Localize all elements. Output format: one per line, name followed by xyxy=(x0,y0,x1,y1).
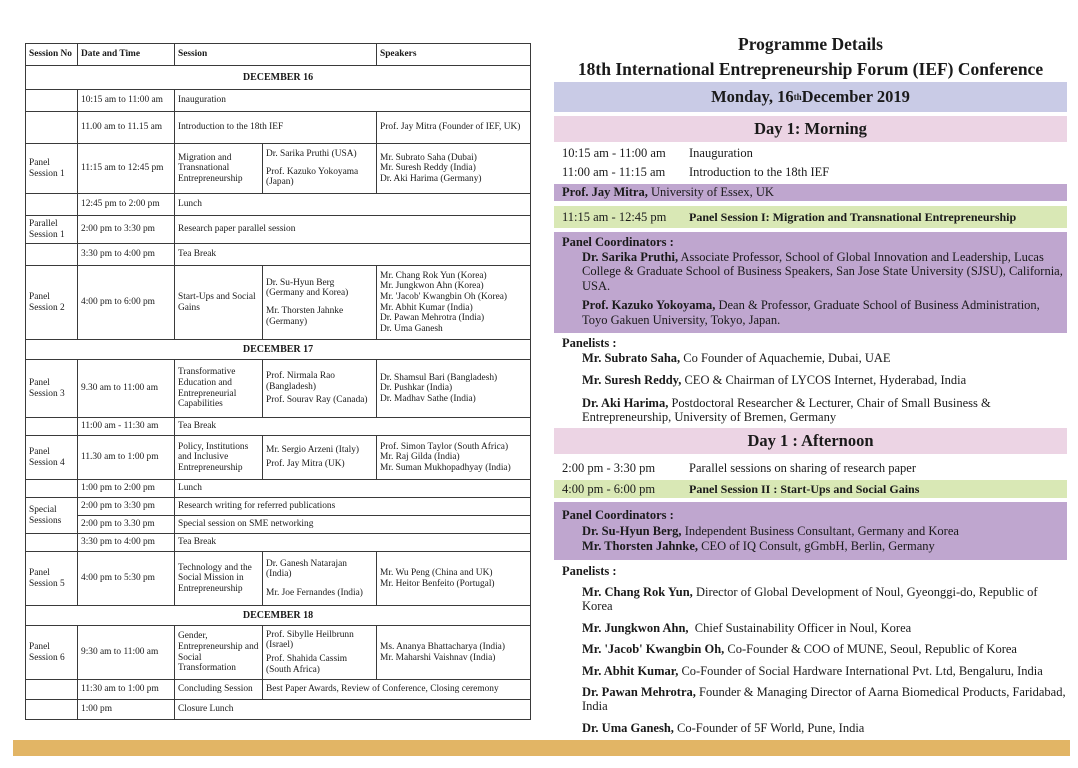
table-row xyxy=(26,552,531,606)
row-session: Policy, Institutions and Inclusive Entrepreneurship xyxy=(175,436,263,480)
row-session-no: Parallel Session 1 xyxy=(26,216,78,244)
day-heading-dec18: DECEMBER 18 xyxy=(26,606,531,626)
page-title: Programme Details xyxy=(738,34,883,54)
table-row xyxy=(26,480,531,498)
host-affiliation: University of Essex, UK xyxy=(647,185,774,200)
table-row xyxy=(26,112,531,144)
item-text: Introduction to the 18th IEF xyxy=(689,164,830,179)
row-time: 2:00 pm to 3:30 pm xyxy=(78,216,175,244)
panelist-desc: Director of Global Development of Noul, Gyeonggi-do, Republic of Korea xyxy=(582,585,1041,614)
coordinator-name: Dr. Sarika Pruthi, xyxy=(582,250,679,264)
morning-panelists xyxy=(554,336,1067,425)
morning-heading: Day 1: Morning xyxy=(554,116,1067,142)
panelist-entry xyxy=(554,351,1067,365)
speaker-name: Mr. Suresh Reddy (India) xyxy=(380,163,476,174)
row-session-no: Panel Session 1 xyxy=(26,144,78,194)
table-row xyxy=(26,498,531,516)
row-session: Introduction to the 18th IEF xyxy=(175,112,377,144)
row-time: 1:00 pm to 2:00 pm xyxy=(78,480,175,498)
panelist-entry xyxy=(554,664,1067,678)
panelists-label: Panelists : xyxy=(562,564,617,578)
row-session: Inauguration xyxy=(175,90,531,112)
chair-name: Dr. Ganesh Natarajan (India) xyxy=(266,558,347,580)
row-chairs xyxy=(263,552,377,606)
row-time: 11.00 am to 11.15 am xyxy=(78,112,175,144)
panel-title: Panel Session II : Start-Ups and Social Gains xyxy=(689,482,920,496)
schedule-table xyxy=(25,43,531,720)
panelist-entry xyxy=(554,721,1067,735)
panelist-name: Mr. Chang Rok Yun, xyxy=(582,585,693,599)
table-day-row xyxy=(26,66,531,90)
table-row xyxy=(26,436,531,480)
row-time: 11.30 am to 1:00 pm xyxy=(78,436,175,480)
day-heading-dec16: DECEMBER 16 xyxy=(26,66,531,90)
speaker-name: Dr. Pushkar (India) xyxy=(380,383,453,394)
row-time: 9:30 am to 11:00 am xyxy=(78,626,175,680)
panelist-desc: Co-Founder of Social Hardware International Pvt. Ltd, Bengaluru, India xyxy=(678,663,1043,678)
table-row xyxy=(26,680,531,700)
row-speakers xyxy=(377,552,531,606)
panelist-entry xyxy=(554,685,1067,714)
chair-name: Dr. Su-Hyun Berg (Germany and Korea) xyxy=(266,277,349,299)
table-row xyxy=(26,90,531,112)
date-text: Monday, 16 xyxy=(711,86,794,106)
coordinator-desc: Dean & Professor, Graduate School of Business Administration, Toyo Gakuen University, Tokyo, Japan. xyxy=(582,298,1040,327)
row-session-no: Panel Session 5 xyxy=(26,552,78,606)
speaker-name: Mr. Abhit Kumar (India) xyxy=(380,302,473,313)
panelist-desc: CEO & Chairman of LYCOS Internet, Hyderabad, India xyxy=(681,373,967,388)
row-session: Closure Lunch xyxy=(175,700,531,720)
row-time: 2:00 pm to 3.30 pm xyxy=(78,516,175,534)
row-time: 11:00 am - 11:30 am xyxy=(78,418,175,436)
speaker-name: Dr. Uma Ganesh xyxy=(380,323,443,334)
row-time: 3:30 pm to 4:00 pm xyxy=(78,244,175,266)
page-subtitle: 18th International Entrepreneurship Forum (IEF) Conference xyxy=(577,59,1044,79)
row-session: Research paper parallel session xyxy=(175,216,531,244)
coordinator-entry xyxy=(554,298,1067,327)
header-session: Session xyxy=(175,44,377,66)
coordinators-label: Panel Coordinators : xyxy=(562,508,674,522)
row-time: 11:15 am to 12:45 pm xyxy=(78,144,175,194)
panelist-entry xyxy=(554,621,1067,635)
speaker-name: Mr. Raj Gilda (India) xyxy=(380,452,460,463)
item-text: Inauguration xyxy=(689,145,753,160)
table-row xyxy=(26,418,531,436)
speaker-name: Mr. 'Jacob' Kwangbin Oh (Korea) xyxy=(380,291,508,302)
chair-name: Prof. Kazuko Yokoyama (Japan) xyxy=(266,166,359,188)
date-suffix: th xyxy=(793,91,802,102)
item-time: 2:00 pm - 3:30 pm xyxy=(562,461,656,476)
panelist-desc: Co-Founder of 5F World, Pune, India xyxy=(673,720,865,735)
host-line xyxy=(554,184,1067,201)
table-row xyxy=(26,534,531,552)
coordinator-entry xyxy=(554,250,1067,293)
chair-name: Prof. Shahida Cassim (South Africa) xyxy=(266,654,347,675)
row-session-no: Panel Session 3 xyxy=(26,360,78,418)
speaker-name: Dr. Aki Harima (Germany) xyxy=(380,173,482,184)
table-row xyxy=(26,266,531,340)
table-header-row xyxy=(26,44,531,66)
speaker-name: Mr. Subrato Saha (Dubai) xyxy=(380,152,477,163)
table-row xyxy=(26,700,531,720)
row-chairs xyxy=(263,360,377,418)
speaker-name: Mr. Wu Peng (China and UK) xyxy=(380,567,493,578)
row-speakers xyxy=(377,436,531,480)
chair-name: Prof. Sibylle Heilbrunn (Israel) xyxy=(266,629,354,651)
chair-name: Mr. Thorsten Jahnke (Germany) xyxy=(266,306,344,327)
speaker-name: Dr. Shamsul Bari (Bangladesh) xyxy=(380,372,498,383)
row-speakers xyxy=(377,144,531,194)
row-session-no: Special Sessions xyxy=(26,498,78,534)
panelist-desc: Chief Sustainability Officer in Noul, Korea xyxy=(688,620,912,635)
panel-time: 11:15 am - 12:45 pm xyxy=(562,209,667,224)
table-row xyxy=(26,244,531,266)
chair-name: Mr. Joe Fernandes (India) xyxy=(266,587,363,598)
panelist-name: Mr. Abhit Kumar, xyxy=(582,663,679,678)
row-chairs xyxy=(263,626,377,680)
morning-coordinators-box xyxy=(554,232,1067,333)
table-row xyxy=(26,626,531,680)
row-session: Transformative Education and Entrepreneurial Capabilities xyxy=(175,360,263,418)
date-text-rest: December 2019 xyxy=(801,86,910,106)
panelists-label: Panelists : xyxy=(562,336,617,350)
row-chairs xyxy=(263,266,377,340)
row-session: Technology and the Social Mission in Entrepreneurship xyxy=(175,552,263,606)
coordinators-label: Panel Coordinators : xyxy=(562,235,674,249)
row-time: 3:30 pm to 4:00 pm xyxy=(78,534,175,552)
afternoon-coordinators-box xyxy=(554,502,1067,560)
panelist-desc: Founder & Managing Director of Aarna Biomedical Products, Faridabad, India xyxy=(582,684,1066,714)
panelist-entry xyxy=(554,373,1067,387)
panelist-name: Mr. Subrato Saha, xyxy=(582,351,681,365)
row-session: Tea Break xyxy=(175,418,531,436)
row-chairs xyxy=(263,436,377,480)
row-session: Tea Break xyxy=(175,244,531,266)
panelist-name: Mr. Suresh Reddy, xyxy=(582,373,682,388)
speaker-name: Mr. Suman Mukhopadhyay (India) xyxy=(380,462,511,473)
row-session-no: Panel Session 2 xyxy=(26,266,78,340)
row-speakers xyxy=(377,626,531,680)
panelist-name: Mr. 'Jacob' Kwangbin Oh, xyxy=(582,642,725,657)
row-speakers xyxy=(377,266,531,340)
row-speakers xyxy=(377,360,531,418)
panelist-entry xyxy=(554,642,1067,656)
panel-title: Panel Session I: Migration and Transnational Entrepreneurship xyxy=(689,210,1017,224)
header-session-no: Session No xyxy=(26,44,78,66)
table-row xyxy=(26,216,531,244)
speaker-name: Mr. Heitor Benfeito (Portugal) xyxy=(380,578,495,589)
row-time: 12:45 pm to 2:00 pm xyxy=(78,194,175,216)
row-session: Migration and Transnational Entrepreneurship xyxy=(175,144,263,194)
speaker-name: Dr. Pawan Mehrotra (India) xyxy=(380,313,485,324)
chair-name: Dr. Sarika Pruthi (USA) xyxy=(266,149,357,160)
speaker-name: Ms. Ananya Bhattacharya (India) xyxy=(380,641,505,652)
row-session: Start-Ups and Social Gains xyxy=(175,266,263,340)
panelist-name: Dr. Uma Ganesh, xyxy=(582,720,674,735)
panelist-name: Mr. Jungkwon Ahn, xyxy=(582,620,689,635)
row-session: Lunch xyxy=(175,480,531,498)
coordinator-name: Dr. Su-Hyun Berg, xyxy=(582,524,682,538)
table-row xyxy=(26,194,531,216)
coordinator-name: Mr. Thorsten Jahnke, xyxy=(582,539,698,554)
row-speakers: Prof. Jay Mitra (Founder of IEF, UK) xyxy=(377,112,531,144)
afternoon-heading: Day 1 : Afternoon xyxy=(554,428,1067,454)
table-row xyxy=(26,516,531,534)
coordinator-desc: Independent Business Consultant, Germany and Korea xyxy=(681,524,959,538)
speaker-name: Mr. Maharshi Vaishnav (India) xyxy=(380,652,496,663)
coordinator-desc: CEO of IQ Consult, gGmbH, Berlin, Germany xyxy=(698,539,935,554)
panel-session-1-bar xyxy=(554,206,1067,228)
chair-name: Prof. Nirmala Rao (Bangladesh) xyxy=(266,371,335,392)
panel-time: 4:00 pm - 6:00 pm xyxy=(562,481,656,496)
host-name: Prof. Jay Mitra, xyxy=(562,185,648,200)
row-session: Research writing for referred publications xyxy=(175,498,531,516)
row-time: 9.30 am to 11:00 am xyxy=(78,360,175,418)
panelist-desc: Co Founder of Aquachemie, Dubai, UAE xyxy=(680,351,891,365)
coordinator-name: Prof. Kazuko Yokoyama, xyxy=(582,298,716,313)
footer-bar xyxy=(13,740,1070,756)
panel-session-2-bar xyxy=(554,480,1067,498)
speaker-name: Mr. Jungkwon Ahn (Korea) xyxy=(380,281,484,292)
row-session: Concluding Session xyxy=(175,680,263,700)
row-session-no: Panel Session 4 xyxy=(26,436,78,480)
schedule-item xyxy=(554,165,1067,179)
panelist-entry xyxy=(554,585,1067,614)
day-heading-dec17: DECEMBER 17 xyxy=(26,340,531,360)
row-time: 1:00 pm xyxy=(78,700,175,720)
speaker-name: Mr. Chang Rok Yun (Korea) xyxy=(380,270,487,281)
row-session-no: Panel Session 6 xyxy=(26,626,78,680)
chair-name: Prof. Jay Mitra (UK) xyxy=(266,459,345,469)
coordinator-desc: Associate Professor, School of Global Innovation and Leadership, Lucas College & Graduate School of Business Speakers, San Jose State University (SJSU), California, USA. xyxy=(582,250,1063,293)
row-time: 11:30 am to 1:00 pm xyxy=(78,680,175,700)
item-time: 11:00 am - 11:15 am xyxy=(562,164,666,179)
row-time: 4:00 pm to 6:00 pm xyxy=(78,266,175,340)
speaker-name: Prof. Simon Taylor (South Africa) xyxy=(380,441,509,452)
table-row xyxy=(26,144,531,194)
panelist-name: Dr. Aki Harima, xyxy=(582,395,669,410)
header-date-time: Date and Time xyxy=(78,44,175,66)
row-time: 10:15 am to 11:00 am xyxy=(78,90,175,112)
date-banner xyxy=(554,82,1067,112)
row-time: 2:00 pm to 3:30 pm xyxy=(78,498,175,516)
table-day-row xyxy=(26,606,531,626)
row-session: Tea Break xyxy=(175,534,531,552)
chair-name: Mr. Sergio Arzeni (Italy) xyxy=(266,445,360,456)
speaker-name: Dr. Madhav Sathe (India) xyxy=(380,393,476,404)
row-session: Special session on SME networking xyxy=(175,516,531,534)
header-speakers: Speakers xyxy=(377,44,531,66)
row-chairs xyxy=(263,144,377,194)
panelist-desc: Co-Founder & COO of MUNE, Seoul, Republic of Korea xyxy=(724,642,1017,657)
row-speakers: Best Paper Awards, Review of Conference, Closing ceremony xyxy=(263,680,531,700)
schedule-item xyxy=(554,461,1067,476)
afternoon-panelists xyxy=(554,564,1067,735)
schedule-item xyxy=(554,146,1067,160)
table-row xyxy=(26,360,531,418)
row-session: Gender, Entrepreneurship and Social Transformation xyxy=(175,626,263,680)
panelist-desc: Postdoctoral Researcher & Lecturer, Chair of Small Business & Entrepreneurship, University of Bremen, Germany xyxy=(582,395,991,425)
row-session: Lunch xyxy=(175,194,531,216)
chair-name: Prof. Sourav Ray (Canada) xyxy=(266,395,368,406)
panelist-name: Dr. Pawan Mehrotra, xyxy=(582,684,696,699)
coordinator-entry xyxy=(554,539,1067,553)
table-day-row xyxy=(26,340,531,360)
item-text: Parallel sessions on sharing of research paper xyxy=(689,461,917,476)
coordinator-entry xyxy=(554,524,1067,538)
row-time: 4:00 pm to 5:30 pm xyxy=(78,552,175,606)
panelist-entry xyxy=(554,396,1067,425)
item-time: 10:15 am - 11:00 am xyxy=(562,145,666,160)
